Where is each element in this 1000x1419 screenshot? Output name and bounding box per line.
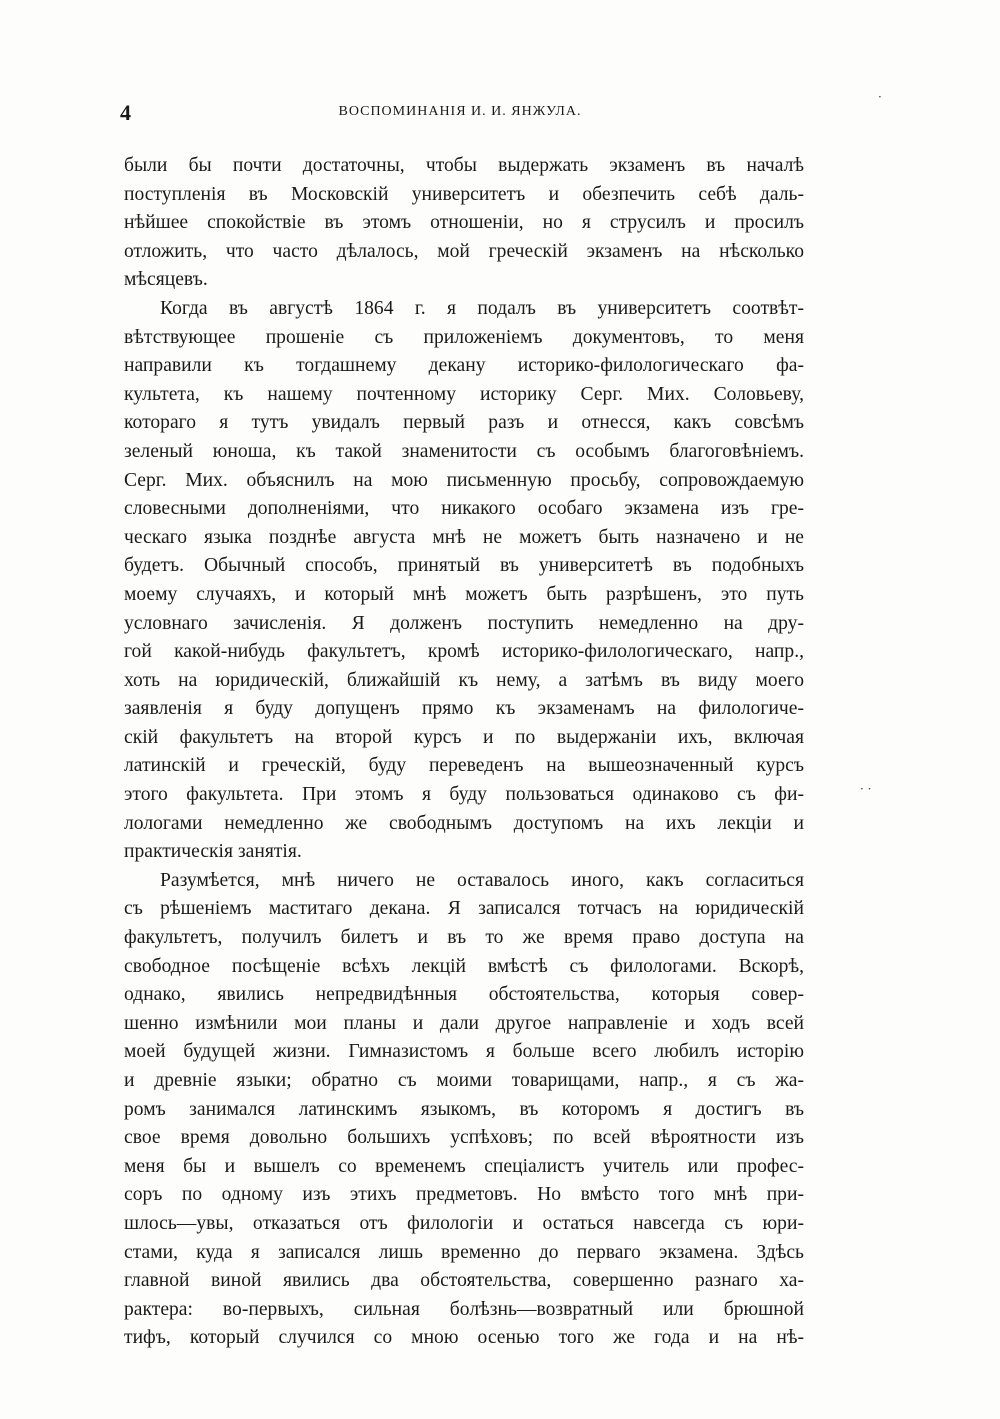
running-title: ВОСПОМИНАНІЯ И. И. ЯНЖУЛА. <box>338 104 582 119</box>
page-number: 4 <box>120 100 131 125</box>
text-line: свободное посѣщеніе всѣхъ лекцій вмѣстѣ съ филологами. Вскорѣ, <box>124 955 804 977</box>
text-line: соръ по одному изъ этихъ предметовъ. Но вмѣсто того мнѣ при- <box>124 1184 804 1206</box>
text-line: поступленія въ Московскій университетъ и обезпечить себѣ даль- <box>124 183 804 205</box>
text-line: меня бы и вышелъ со временемъ спеціалистъ учитель или профес- <box>124 1155 804 1177</box>
text-line: шенно измѣнили мои планы и дали другое направленіе и ходъ всей <box>124 1012 804 1034</box>
text-line: культета, къ нашему почтенному историку Серг. Мих. Соловьеву, <box>124 383 804 405</box>
text-line: съ рѣшеніемъ маститаго декана. Я записался тотчасъ на юридическій <box>124 898 804 920</box>
text-line: отложить, что часто дѣлалось, мой греческій экзаменъ на нѣсколько <box>124 240 804 262</box>
text-line: этого факультета. При этомъ я буду пользоваться одинаково съ фи- <box>124 784 804 806</box>
text-line: условнаго зачисленія. Я долженъ поступить немедленно на дру- <box>124 612 804 634</box>
body-text <box>124 152 804 1353</box>
text-line: мѣсяцевъ. <box>124 269 208 291</box>
text-line: рактера: во-первыхъ, сильная болѣзнь—возвратный или брюшной <box>124 1298 804 1320</box>
text-line: зеленый юноша, къ такой знаменитости съ особымъ благоговѣніемъ. <box>124 440 804 462</box>
text-line: Разумѣется, мнѣ ничего не оставалось иного, какъ согласиться <box>160 869 804 891</box>
text-line: практическія занятія. <box>124 841 302 863</box>
text-line: Когда въ августѣ 1864 г. я подалъ въ университетъ соотвѣт- <box>160 297 804 319</box>
text-line: хоть на юридическій, ближайшій къ нему, а затѣмъ въ виду моего <box>124 669 804 691</box>
scan-speck: · · <box>860 782 872 796</box>
text-line: нѣйшее спокойствіе въ этомъ отношеніи, но я струсилъ и просилъ <box>124 212 804 234</box>
text-line: моему случаяхъ, и который мнѣ можетъ быть разрѣшенъ, это путь <box>124 583 804 605</box>
text-line: латинскій и греческій, буду переведенъ на вышеозначенный курсъ <box>124 755 804 777</box>
text-line: гой какой-нибудь факультетъ, кромѣ историко-филологическаго, напр., <box>124 641 804 663</box>
text-line: главной виной явились два обстоятельства, совершенно разнаго ха- <box>124 1270 804 1292</box>
text-line: направили къ тогдашнему декану историко-филологическаго фа- <box>124 355 804 377</box>
text-line: однако, явились непредвидѣнныя обстоятельства, которыя совер- <box>124 984 804 1006</box>
text-line: ческаго языка позднѣе августа мнѣ не можетъ быть назначено и не <box>124 526 804 548</box>
text-line: словесными дополненіями, что никакого особаго экзамена изъ гре- <box>124 498 804 520</box>
text-line: ромъ занимался латинскимъ языкомъ, въ которомъ я достигъ въ <box>124 1098 804 1120</box>
text-line: Серг. Мих. объяснилъ на мою письменную просьбу, сопровождаемую <box>124 469 804 491</box>
text-line: стами, куда я записался лишь временно до перваго экзамена. Здѣсь <box>124 1241 804 1263</box>
text-line: лологами немедленно же свободнымъ доступомъ на ихъ лекціи и <box>124 812 804 834</box>
text-line: факультетъ, получилъ билетъ и въ то же время право доступа на <box>124 927 804 949</box>
text-line: заявленія я буду допущенъ прямо къ экзаменамъ на филологиче- <box>124 698 804 720</box>
text-line: будетъ. Обычный способъ, принятый въ университетѣ въ подобныхъ <box>124 555 804 577</box>
text-line: свое время довольно большихъ успѣховъ; по всей вѣроятности изъ <box>124 1127 804 1149</box>
text-line: и древніе языки; обратно съ моими товарищами, напр., я съ жа- <box>124 1070 804 1091</box>
text-line: скій факультетъ на второй курсъ и по выдержаніи ихъ, включая <box>124 726 804 748</box>
text-line: котораго я тутъ увидалъ первый разъ и отнесся, какъ совсѣмъ <box>124 412 804 434</box>
scan-speck: · <box>878 90 882 104</box>
text-line: моей будущей жизни. Гимназистомъ я больше всего любилъ исторію <box>124 1041 804 1063</box>
text-line: были бы почти достаточны, чтобы выдержать экзаменъ въ началѣ <box>124 155 804 176</box>
text-line: вѣтствующее прошеніе съ приложеніемъ документовъ, то меня <box>124 326 804 348</box>
text-line: шлось—увы, отказаться отъ филологіи и остаться навсегда съ юри- <box>124 1212 804 1234</box>
text-line: тифъ, который случился со мною осенью того же года и на нѣ- <box>124 1327 804 1349</box>
